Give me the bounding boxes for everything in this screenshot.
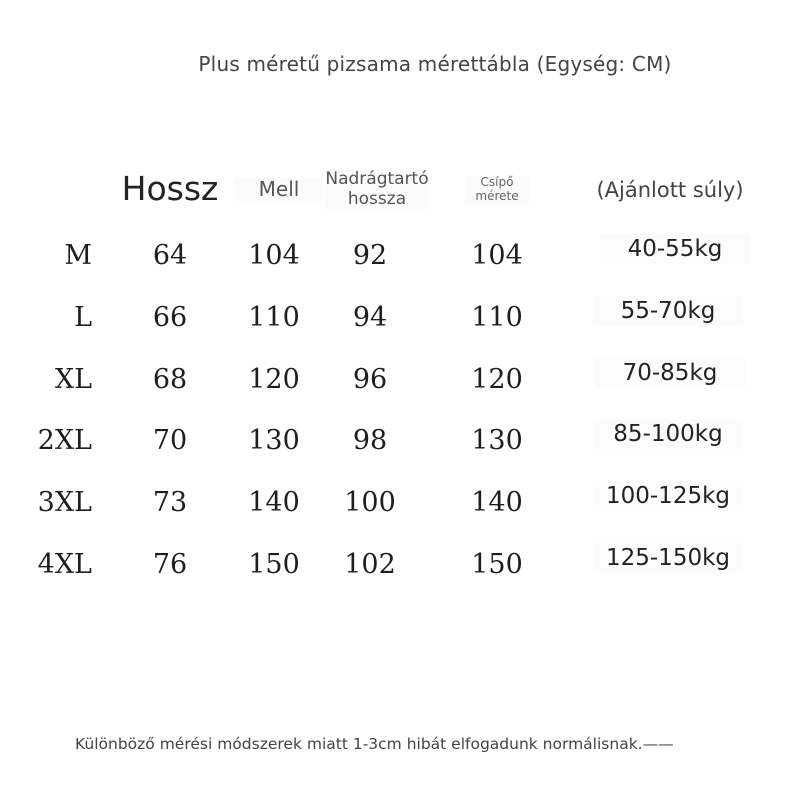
- suly-cell: 55-70kg: [593, 296, 743, 326]
- mell-cell: 104: [248, 240, 300, 271]
- hossz-cell: 64: [152, 240, 188, 271]
- nadrag-cell: 96: [352, 364, 388, 395]
- header-mell: Mell: [235, 178, 323, 201]
- size-cell: 4XL: [37, 549, 92, 580]
- footer-note: Különböző mérési módszerek miatt 1-3cm hibát elfogadunk normálisnak.——: [75, 735, 674, 753]
- suly-cell: 85-100kg: [593, 419, 743, 449]
- suly-cell: 70-85kg: [595, 358, 745, 388]
- header-ajanlott-suly: (Ajánlott súly): [596, 178, 744, 202]
- size-cell: L: [74, 302, 92, 333]
- nadrag-cell: 100: [344, 487, 396, 518]
- csipo-cell: 120: [471, 364, 523, 395]
- table-row: [0, 483, 800, 549]
- size-cell: 2XL: [37, 425, 92, 456]
- hossz-cell: 70: [152, 425, 188, 456]
- table-row: [0, 421, 800, 487]
- csipo-cell: 130: [471, 425, 523, 456]
- size-cell: 3XL: [37, 487, 92, 518]
- mell-cell: 110: [248, 302, 300, 333]
- hossz-cell: 66: [152, 302, 188, 333]
- nadrag-cell: 92: [352, 240, 388, 271]
- mell-cell: 140: [248, 487, 300, 518]
- csipo-cell: 140: [471, 487, 523, 518]
- suly-cell: 40-55kg: [600, 234, 750, 264]
- header-csipo-merete: [465, 176, 529, 204]
- size-cell: XL: [54, 364, 92, 395]
- table-row: [0, 360, 800, 426]
- mell-cell: 120: [248, 364, 300, 395]
- csipo-cell: 104: [471, 240, 523, 271]
- nadrag-cell: 102: [344, 549, 396, 580]
- csipo-cell: 150: [471, 549, 523, 580]
- table-row: [0, 298, 800, 364]
- header-csipo-line1: Csípő: [480, 175, 514, 189]
- table-row: [0, 236, 800, 302]
- table-row: [0, 545, 800, 611]
- header-nadragtarto-line2: hossza: [347, 188, 407, 209]
- header-nadragtarto-hossza: [325, 170, 429, 209]
- page-title: Plus méretű pizsama mérettábla (Egység: CM): [198, 52, 672, 76]
- nadrag-cell: 98: [352, 425, 388, 456]
- size-cell: M: [64, 240, 92, 271]
- header-csipo-line2: mérete: [475, 188, 519, 203]
- mell-cell: 150: [248, 549, 300, 580]
- hossz-cell: 76: [152, 549, 188, 580]
- mell-cell: 130: [248, 425, 300, 456]
- hossz-cell: 68: [152, 364, 188, 395]
- header-nadragtarto-line1: Nadrágtartó: [325, 169, 429, 189]
- csipo-cell: 110: [471, 302, 523, 333]
- header-hossz: Hossz: [121, 169, 219, 208]
- nadrag-cell: 94: [352, 302, 388, 333]
- hossz-cell: 73: [152, 487, 188, 518]
- suly-cell: 100-125kg: [593, 481, 743, 511]
- suly-cell: 125-150kg: [593, 543, 743, 573]
